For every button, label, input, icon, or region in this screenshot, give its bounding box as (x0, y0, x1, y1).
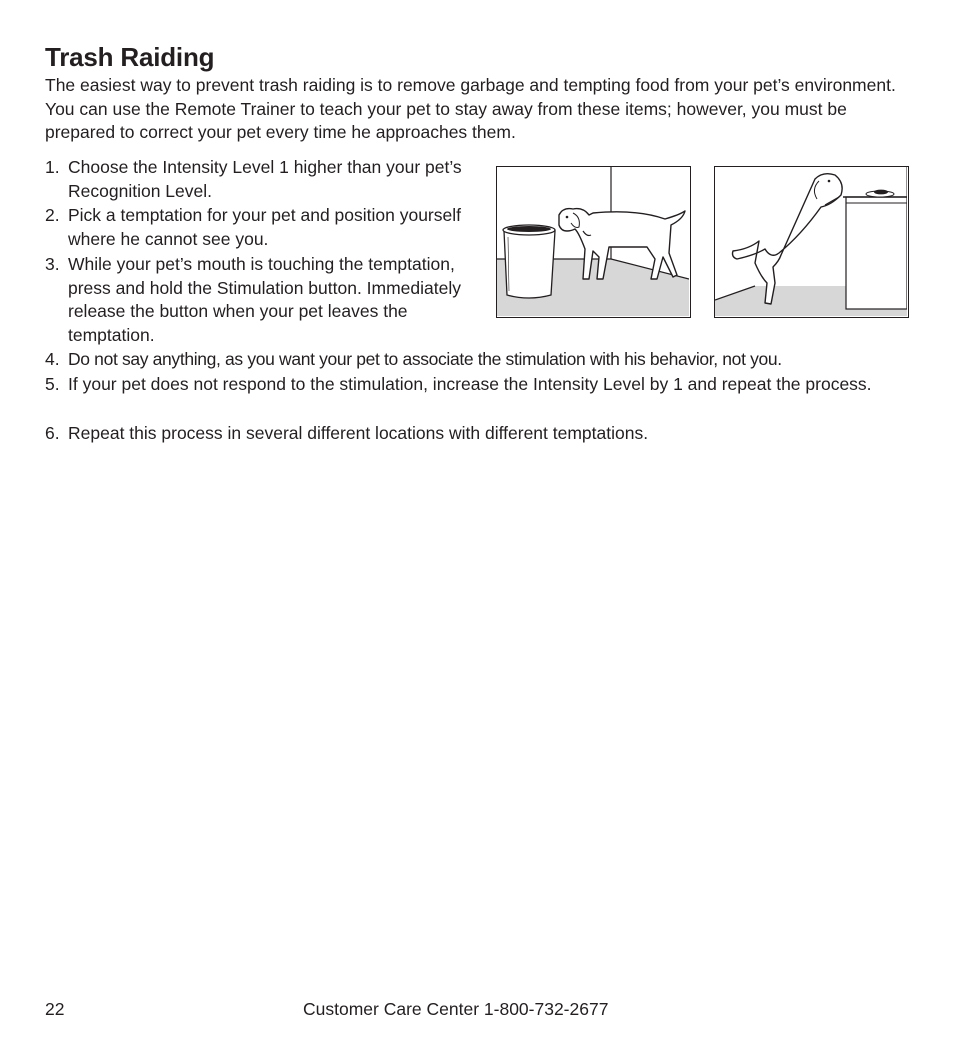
step-number: 4. (45, 349, 60, 369)
customer-care-line: Customer Care Center 1-800-732-2677 (303, 999, 609, 1019)
dog-trash-can-illustration (496, 166, 691, 318)
step-number: 2. (45, 205, 60, 225)
step-text: Pick a temptation for your pet and position yourself where he cannot see you. (68, 205, 461, 249)
page-title: Trash Raiding (45, 42, 215, 72)
step-number: 1. (45, 157, 60, 177)
list-item (45, 422, 915, 446)
step-number: 3. (45, 254, 60, 274)
list-item (45, 204, 485, 251)
step-text: Repeat this process in several different locations with different temptations. (68, 423, 649, 443)
list-item (45, 348, 915, 372)
list-item (45, 373, 915, 397)
step-text: If your pet does not respond to the stimulation, increase the Intensity Level by 1 and repeat the process. (68, 374, 872, 394)
list-item (45, 253, 485, 347)
step-number: 6. (45, 423, 60, 443)
dog-counter-illustration (714, 166, 909, 318)
step-text: Do not say anything, as you want your pet to associate the stimulation with his behavior, not you. (68, 349, 782, 369)
intro-paragraph: The easiest way to prevent trash raiding is to remove garbage and tempting food from your pet’s environment. You can use the Remote Trainer to teach your pet to stay away from these items; however, you must be prepared to correct your pet every time he approaches them. (45, 75, 896, 142)
page-number: 22 (45, 999, 65, 1019)
step-text: While your pet’s mouth is touching the temptation, press and hold the Stimulation button. Immediately release the button when your pet leaves the temptation. (68, 254, 461, 345)
list-item (45, 156, 485, 203)
dog-counter-drawing (715, 167, 907, 316)
step-text: Choose the Intensity Level 1 higher than your pet’s Recognition Level. (68, 157, 462, 201)
step-number: 5. (45, 374, 60, 394)
dog-trash-can-drawing (497, 167, 689, 316)
